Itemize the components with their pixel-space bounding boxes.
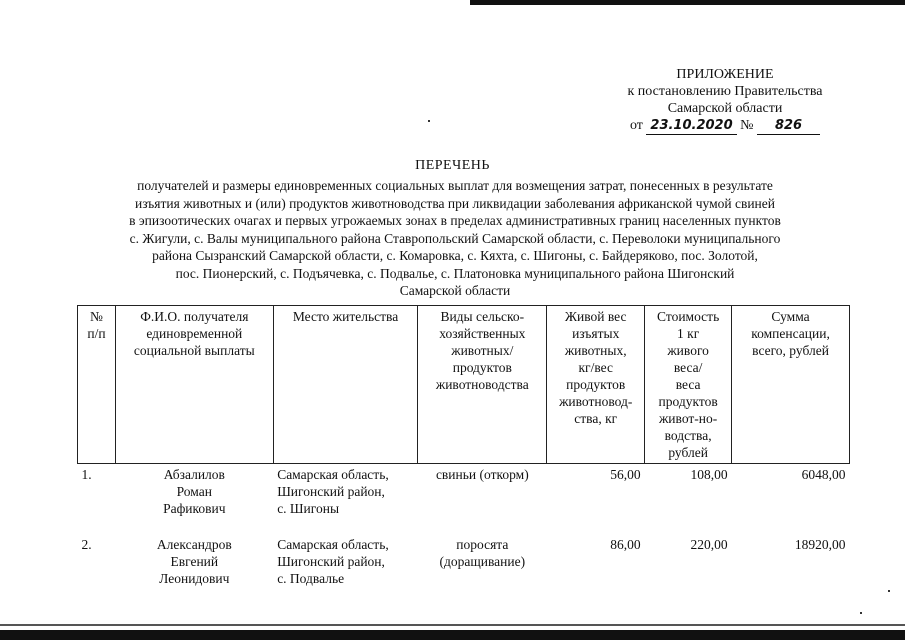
- subtitle-line: пос. Пионерский, с. Подъячевка, с. Подвалье, с. Платоновка муниципального района Шигонский: [175, 265, 735, 281]
- cell-line: Леонидович: [159, 571, 230, 586]
- row-sum: 18920,00: [794, 537, 846, 552]
- cell-line: веса: [675, 377, 701, 392]
- header-price: [645, 306, 732, 464]
- number-prefix: №: [740, 118, 754, 133]
- appendix-region: Самарской области: [667, 101, 783, 116]
- appendix-heading: ПРИЛОЖЕНИЕ: [676, 67, 774, 82]
- cell-line: Абзалилов: [163, 467, 225, 482]
- cell-line: живот-но-: [658, 411, 718, 426]
- cell-line: Сумма: [771, 309, 810, 324]
- appendix-resolution: к постановлению Правительства: [627, 84, 823, 99]
- subtitle-line: района Сызранский Самарской области, с. Комаровка, с. Кяхта, с. Шигоны, с. Байдеряково, пос. Золотой,: [152, 248, 758, 263]
- cell-line: Живой вес: [564, 309, 627, 324]
- recipients-table: [77, 305, 850, 596]
- cell-line: Стоимость: [657, 309, 720, 324]
- cell-line: Ф.И.О. получателя: [140, 309, 249, 324]
- scan-bottom-edge: [0, 630, 905, 640]
- row-num: 1.: [81, 467, 92, 482]
- row-residence: [273, 536, 418, 596]
- cell-line: Рафикович: [163, 501, 226, 516]
- header-residence: [273, 306, 418, 464]
- cell-line: Александров: [156, 537, 232, 552]
- row-kind: [418, 536, 547, 596]
- cell-line: с. Шигоны: [277, 501, 340, 516]
- row-kind: [418, 464, 547, 537]
- cell-line: 1 кг: [677, 326, 700, 341]
- scan-speck: [888, 590, 890, 592]
- cell-line: единовременной: [146, 326, 243, 341]
- row-weight: 86,00: [610, 537, 641, 552]
- cell-line: продуктов: [452, 360, 512, 375]
- row-sum: 6048,00: [801, 467, 846, 482]
- scan-top-edge: [470, 0, 905, 5]
- scan-speck: [860, 612, 862, 614]
- scan-speck: [428, 120, 430, 122]
- header-name: [115, 306, 273, 464]
- cell-line: Евгений: [170, 554, 219, 569]
- cell-line: животных,: [564, 343, 627, 358]
- cell-line: животноводства: [435, 377, 529, 392]
- cell-line: продуктов: [658, 394, 718, 409]
- cell-line: живого: [667, 343, 709, 358]
- appendix-date-line: [630, 117, 820, 135]
- cell-line: Место жительства: [292, 309, 399, 324]
- row-price: 108,00: [690, 467, 728, 482]
- subtitle-line: изъятия животных и (или) продуктов животноводства при ликвидации заболевания африканской чумой свиней: [134, 195, 775, 211]
- cell-line: социальной выплаты: [133, 343, 255, 358]
- cell-line: с. Подвалье: [277, 571, 345, 586]
- cell-line: Самарская область,: [277, 537, 389, 552]
- scan-bottom-line: [0, 624, 905, 626]
- cell-line: рублей: [668, 445, 708, 460]
- subtitle-line: с. Жигули, с. Валы муниципального района Ставропольский Самарской области, с. Переволоки муниципального: [129, 230, 781, 246]
- subtitle-line: Самарской области: [399, 283, 511, 298]
- cell-line: ства, кг: [574, 411, 618, 426]
- row-name: [115, 464, 273, 537]
- cell-line: поросята: [456, 537, 509, 552]
- row-weight: 56,00: [610, 467, 641, 482]
- cell-line: Виды сельско-: [440, 309, 525, 324]
- header-weight: [547, 306, 645, 464]
- cell-line: животновод-: [559, 394, 633, 409]
- table-row: [78, 536, 850, 596]
- table-header-row: [78, 306, 850, 464]
- table-row: [78, 464, 850, 537]
- subtitle-line: получателей и размеры единовременных социальных выплат для возмещения затрат, понесенных в результате: [137, 178, 773, 193]
- cell-line: изъятых: [572, 326, 620, 341]
- cell-line: продуктов: [566, 377, 626, 392]
- document-subtitle: [80, 177, 830, 300]
- header-kind: [418, 306, 547, 464]
- cell-line: хозяйственных: [439, 326, 526, 341]
- date-prefix: от: [629, 118, 643, 133]
- cell-line: водства,: [664, 428, 712, 443]
- cell-line: кг/вес: [578, 360, 613, 375]
- appendix-block: [560, 66, 890, 135]
- cell-line: №: [90, 309, 103, 324]
- cell-line: всего, рублей: [752, 343, 829, 358]
- header-sum: [732, 306, 850, 464]
- row-residence: [273, 464, 418, 537]
- cell-line: Шигонский район,: [277, 484, 385, 499]
- cell-line: веса/: [673, 360, 703, 375]
- document-title: ПЕРЕЧЕНЬ: [415, 158, 490, 173]
- row-name: [115, 536, 273, 596]
- cell-line: Роман: [176, 484, 212, 499]
- cell-line: п/п: [87, 326, 106, 341]
- handwritten-date: 23.10.2020: [646, 117, 736, 135]
- cell-line: Самарская область,: [277, 467, 389, 482]
- cell-line: свиньи (откорм): [435, 467, 529, 482]
- cell-line: Шигонский район,: [277, 554, 385, 569]
- row-num: 2.: [81, 537, 92, 552]
- handwritten-number: 826: [757, 117, 820, 135]
- cell-line: компенсации,: [751, 326, 830, 341]
- cell-line: животных/: [451, 343, 514, 358]
- header-num: [78, 306, 116, 464]
- cell-line: (доращивание): [439, 554, 526, 569]
- row-price: 220,00: [690, 537, 728, 552]
- subtitle-line: в эпизоотических очагах и первых угрожаемых зонах в пределах административных границ населенных пунктов: [129, 213, 781, 228]
